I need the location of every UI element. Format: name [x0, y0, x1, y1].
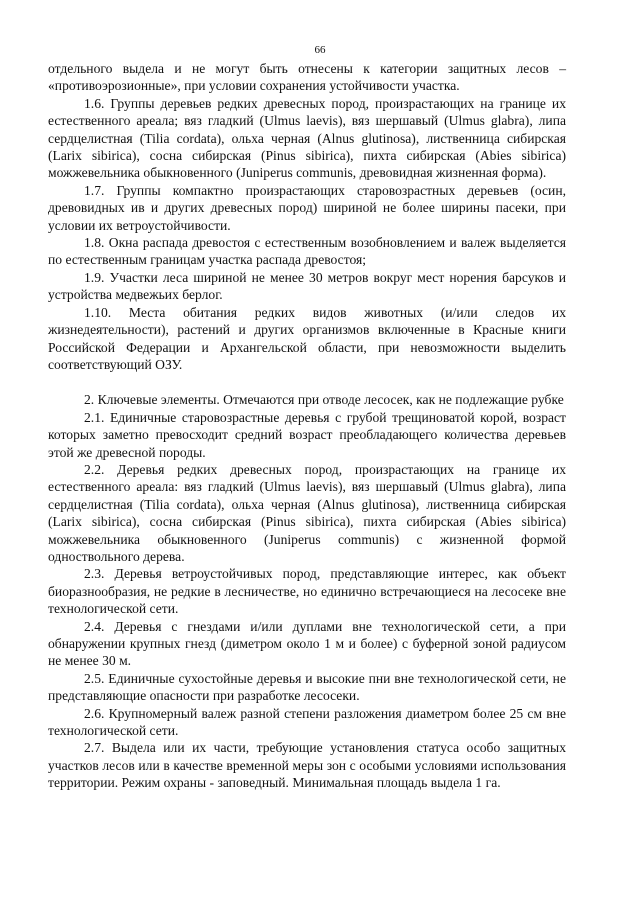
- paragraph-continuation: отдельного выдела и не могут быть отнесены к категории защитных лесов – «противоэрозионные», при условии сохранения устойчивости участка.: [48, 61, 566, 94]
- paragraph-1-6: 1.6. Группы деревьев редких древесных пород, произрастающих на границе их естественного ареала; вяз гладкий (Ulmus laevis), вяз шершавый (Ulmus glabra), липа сердцелистная (Tilia cordata), ольха черная (Alnus glutinosa), лиственница сибирская (Larix sibirica), сосна сибирская (Pinus sibirica), пихта сибирская (Abies sibirica) можжевельника обыкновенного (Juniperus communis, древовидная жизненная форма).: [48, 95, 566, 181]
- page-number: 66: [314, 44, 326, 56]
- paragraph-1-8: 1.8. Окна распада древостоя с естественным возобновлением и валеж выделяется по естественным границам участка распада древостоя;: [48, 235, 566, 268]
- paragraph-1-9: 1.9. Участки леса шириной не менее 30 метров вокруг мест норения барсуков и устройства медвежьих берлог.: [48, 269, 566, 303]
- paragraph-2-6: 2.6. Крупномерный валеж разной степени разложения диаметром более 25 см вне технологической сети.: [48, 705, 566, 739]
- document-body: [48, 60, 566, 792]
- paragraph-2-1: 2.1. Единичные старовозрастные деревья с грубой трещиноватой корой, возраст которых заметно превосходит средний возраст преобладающего количества деревьев этой же древесной породы.: [48, 409, 566, 460]
- paragraph-2-heading: 2. Ключевые элементы. Отмечаются при отводе лесосек, как не подлежащие рубке: [84, 392, 564, 408]
- paragraph-2-2: 2.2. Деревья редких древесных пород, произрастающих на границе их естественного ареала: вяз гладкий (Ulmus laevis), вяз шершавый (Ulmus glabra), липа сердцелистная (Tilia cordata), ольха черная (Alnus glutinosa), лиственница сибирская (Larix sibirica), сосна сибирская (Pinus sibirica), пихта сибирская (Abies sibirica) можжевельника обыкновенного (Juniperus communis) с жизненной формой одноствольного дерева.: [48, 461, 566, 564]
- paragraph-2-4: 2.4. Деревья с гнездами и/или дуплами вне технологической сети, а при обнаружении крупных гнезд (диметром около 1 м и более) с буферной зоной радиусом не менее 30 м.: [48, 618, 566, 669]
- paragraph-2-3: 2.3. Деревья ветроустойчивых пород, представляющие интерес, как объект биоразнообразия, не редкие в лесничестве, но единично встречающиеся на лесосеке вне технологической сети.: [48, 566, 566, 617]
- paragraph-2-7: 2.7. Выдела или их части, требующие установления статуса особо защитных участков лесов или в качестве временной меры зон с особыми условиями использования территории. Режим охраны - заповедный. Минимальная площадь выдела 1 га.: [48, 740, 566, 791]
- paragraph-1-7: 1.7. Группы компактно произрастающих старовозрастных деревьев (осин, древовидных ив и других древесных пород) шириной не более ширины пасеки, при условии их ветроустойчивости.: [48, 182, 566, 233]
- paragraph-2-5: 2.5. Единичные сухостойные деревья и высокие пни вне технологической сети, не представляющие опасности при разработке лесосеки.: [48, 670, 566, 704]
- paragraph-1-10: 1.10. Места обитания редких видов животных (и/или следов их жизнедеятельности), растений и других организмов включенные в Красные книги Российской Федерации и Архангельской области, при невозможности выделить соответствующий ОЗУ.: [48, 304, 566, 372]
